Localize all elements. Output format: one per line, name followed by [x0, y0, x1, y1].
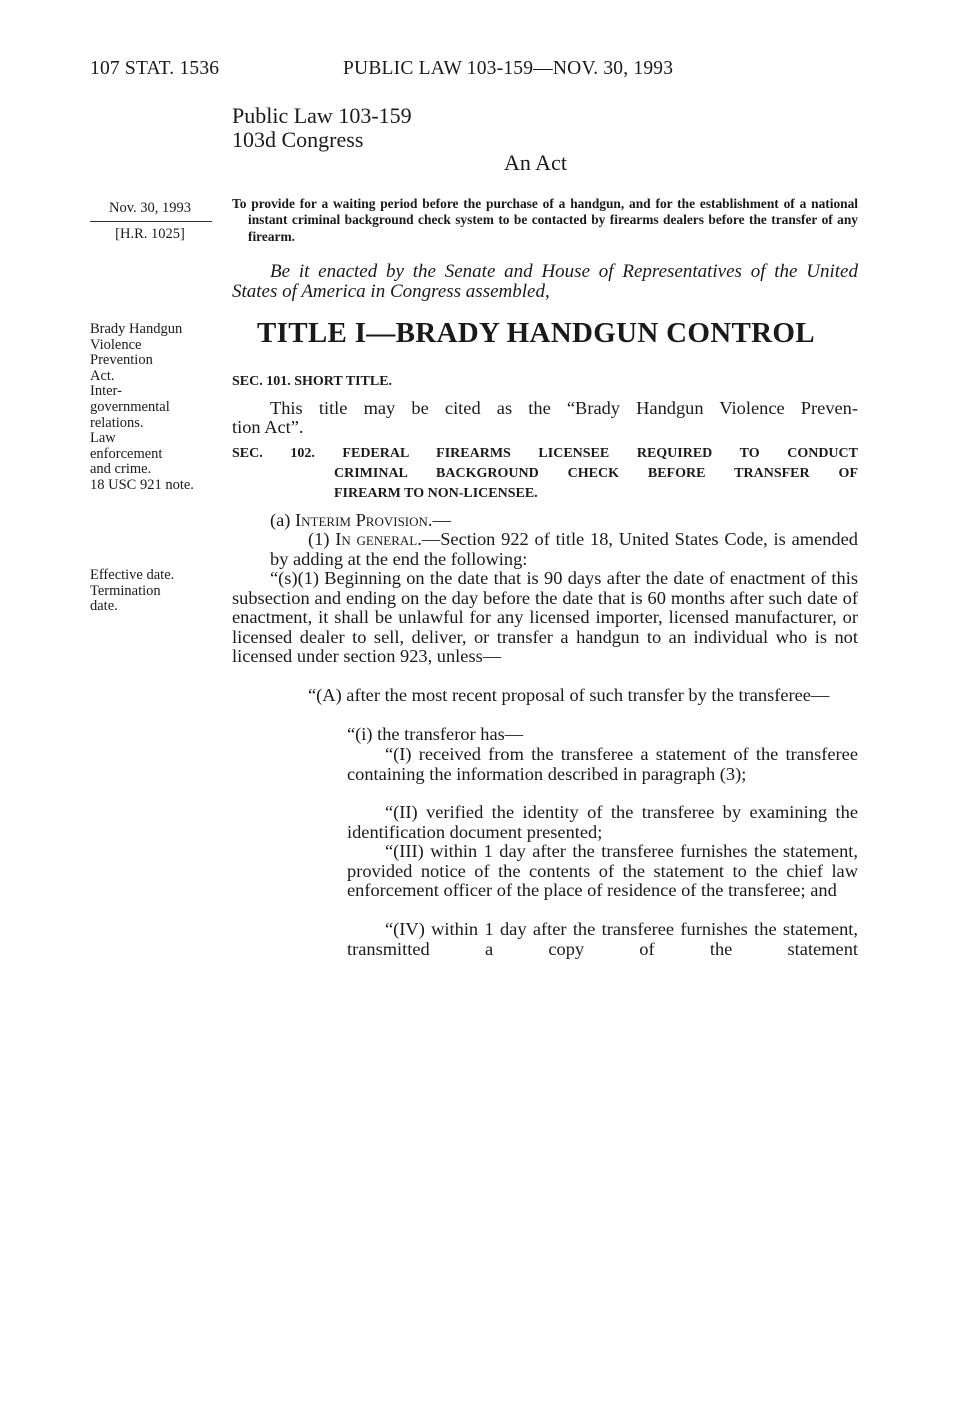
congress-number: 103d Congress	[232, 127, 364, 152]
section-101-text: This title may be cited as the “Brady Handgun Violence Preven-	[270, 398, 858, 418]
section-102-heading-line2: CRIMINAL BACKGROUND CHECK BEFORE TRANSFER OF	[334, 466, 858, 481]
clause-IV: “(IV) within 1 day after the transferee furnishes the statement, transmitted a copy of the statement	[347, 919, 858, 959]
margin-note-line: enforcement	[90, 445, 163, 462]
margin-note-line: Act.	[90, 367, 115, 384]
act-purpose: To provide for a waiting period before the purchase of a handgun, and for the establishment of a national instant criminal background check system to be contacted by firearms dealers before the transfer of any firearm.	[232, 196, 858, 244]
page-stat-number: 107 STAT. 1536	[90, 58, 220, 79]
paragraph-1-text: —Section 922 of title 18, United States Code, is amended by adding at the end the following:	[270, 529, 858, 569]
margin-note-line: and crime.	[90, 461, 152, 478]
subsection-a-title: Interim Provision.—	[295, 510, 451, 530]
enacting-clause: Be it enacted by the Senate and House of Representatives of the United States of America in Congress assembled,	[232, 261, 858, 302]
margin-date: Nov. 30, 1993	[108, 200, 192, 216]
subsection-s-1: “(s)(1) Beginning on the date that is 90 days after the date of enactment of this subsection and ending on the day before the date that is 60 months after such date of enactment, it shall be unlawful for any licensed importer, licensed manufacturer, or licensed dealer to sell, deliver, or transfer a handgun to an individual who is not licensed under section 923, unless—	[232, 568, 858, 667]
margin-note-line: governmental	[90, 398, 170, 415]
margin-note-line: Brady Handgun	[90, 321, 183, 337]
margin-note-line: Termination	[90, 582, 161, 599]
subsection-a-heading	[270, 511, 451, 531]
margin-notes-dates	[90, 568, 174, 615]
section-101-heading: SEC. 101. SHORT TITLE.	[232, 374, 393, 389]
clause-I: “(I) received from the transferee a statement of the transferee containing the information described in paragraph (3);	[347, 744, 858, 784]
margin-note-line: Prevention	[90, 352, 153, 369]
margin-note-line: Violence	[90, 336, 142, 353]
margin-bill-number: [H.R. 1025]	[115, 226, 185, 242]
margin-rule	[90, 221, 212, 222]
paragraph-1-heading: In general.	[335, 529, 422, 549]
margin-note-line: relations.	[90, 414, 144, 431]
clause-i: “(i) the transferor has—	[347, 724, 524, 744]
an-act-heading: An Act	[504, 150, 567, 175]
margin-note-line: Law	[90, 430, 116, 447]
clause-A: “(A) after the most recent proposal of such transfer by the transferee—	[308, 685, 830, 705]
section-101-text-cont: tion Act”.	[232, 417, 304, 437]
margin-note-line: Inter-	[90, 383, 122, 400]
section-102-heading: SEC. 102. FEDERAL FIREARMS LICENSEE REQUIRED TO CONDUCT	[232, 446, 858, 461]
paragraph-1	[270, 530, 858, 569]
subsection-a-label: (a)	[270, 510, 296, 530]
running-header: PUBLIC LAW 103-159—NOV. 30, 1993	[343, 58, 674, 79]
margin-note-line: 18 USC 921 note.	[90, 476, 194, 493]
paragraph-1-label: (1)	[308, 529, 336, 549]
margin-note-line: date.	[90, 598, 118, 615]
public-law-number: Public Law 103-159	[232, 103, 412, 128]
margin-note-line: Effective date.	[90, 567, 175, 583]
section-102-heading-line3: FIREARM TO NON-LICENSEE.	[334, 486, 538, 501]
clause-II: “(II) verified the identity of the transferee by examining the identification document presented;	[347, 802, 858, 842]
margin-notes-topics	[90, 322, 194, 494]
clause-III: “(III) within 1 day after the transferee furnishes the statement, provided notice of the contents of the statement to the chief law enforcement officer of the place of residence of the transferee; and	[347, 841, 858, 901]
title-heading: TITLE I—BRADY HANDGUN CONTROL	[257, 317, 815, 349]
